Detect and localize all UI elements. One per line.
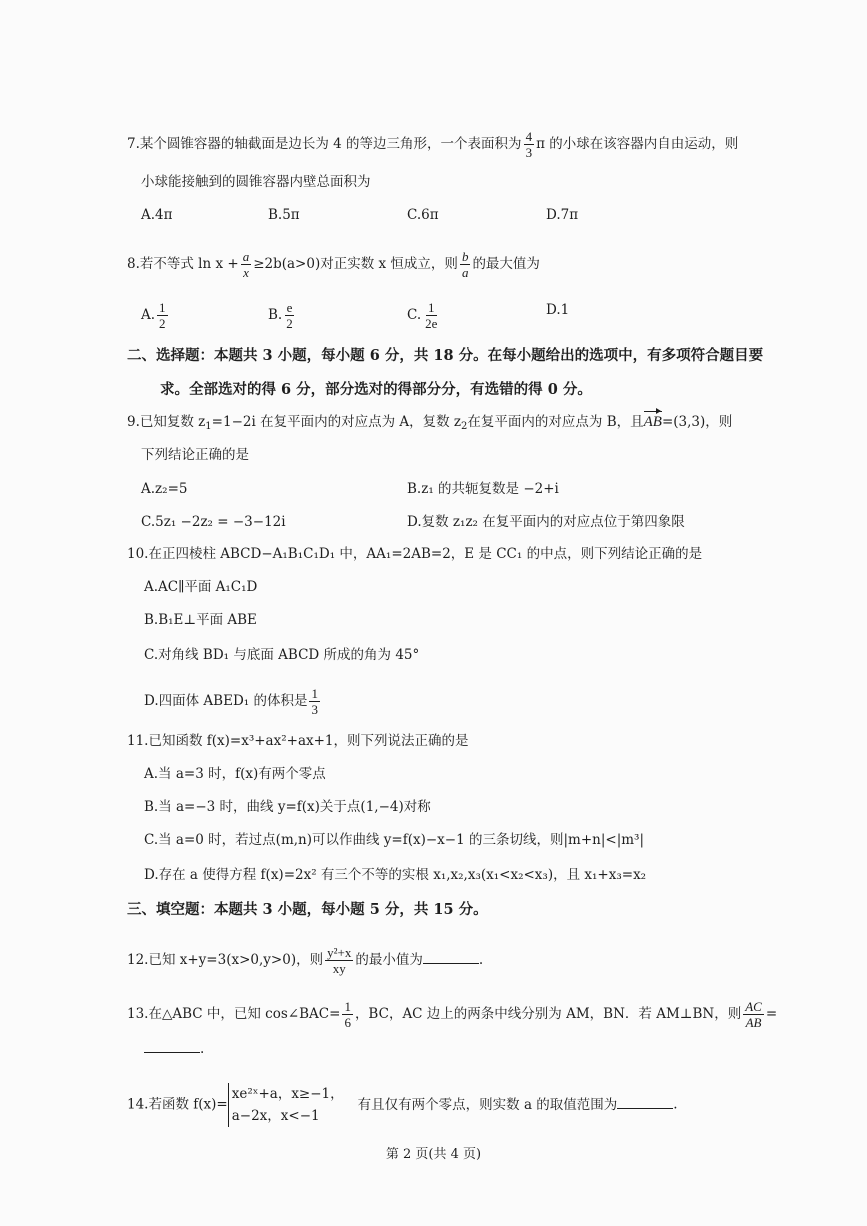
q12-answer-blank[interactable] bbox=[423, 963, 479, 964]
q8-option-d: D.1 bbox=[546, 302, 570, 318]
q10-option-d: D.四面体 ABED₁ 的体积是 $\frac{1}{3}$ bbox=[144, 686, 318, 717]
q8-option-c: C. $\frac{1}{2e}$ bbox=[407, 300, 438, 331]
q11-option-a: A.当 a=3 时，f(x)有两个零点 bbox=[144, 766, 326, 782]
q7-line2: 小球能接触到的圆锥容器内壁总面积为 bbox=[141, 174, 371, 190]
q14-line: 14.若函数 f(x)= xe²ˣ+a，x≥−1， a−2x，x<−1 有且仅有两个零点，则实数 a 的取值范围为 . bbox=[127, 1083, 678, 1127]
q9-option-b: B.z₁ 的共轭复数是 −2+i bbox=[407, 481, 559, 497]
piecewise-brace: xe²ˣ+a，x≥−1， a−2x，x<−1 bbox=[228, 1083, 344, 1127]
q7-option-d: D.7π bbox=[546, 207, 579, 223]
q8-line1: 8.若不等式 ln x + $\frac{a}{x}$ ≥2b(a>0)对正实数 x 恒成立，则 $\frac{b}{a}$ 的最大值为 bbox=[127, 249, 540, 280]
section2-heading-line2: 求。全部选对的得 6 分，部分选对的得部分分，有选错的得 0 分。 bbox=[160, 381, 592, 398]
q9-option-a: A.z₂=5 bbox=[141, 481, 188, 497]
q11-option-b: B.当 a=−3 时，曲线 y=f(x)关于点(1,−4)对称 bbox=[144, 799, 431, 815]
q7-text-a: 7.某个圆锥容器的轴截面是边长为 4 的等边三角形，一个表面积为 bbox=[127, 136, 522, 152]
q8-option-a: A. $\frac{1}{2}$ bbox=[141, 300, 166, 331]
q7-text-b: π 的小球在该容器内自由运动，则 bbox=[536, 136, 739, 152]
q10-option-a: A.AC∥平面 A₁C₁D bbox=[144, 579, 258, 595]
q11-option-d: D.存在 a 使得方程 f(x)=2x² 有三个不等的实根 x₁,x₂,x₃(x₁<x₂<x₃)，且 x₁+x₃=x₂ bbox=[144, 867, 647, 883]
page-footer: 第 2 页(共 4 页) bbox=[385, 1147, 482, 1162]
q7-option-a: A.4π bbox=[141, 207, 173, 223]
q10-option-c: C.对角线 BD₁ 与底面 ABCD 所成的角为 45° bbox=[144, 647, 420, 663]
q12-line: 12.已知 x+y=3(x>0,y>0)，则 $\frac{\text{y²+x}}{xy}$ 的最小值为 . bbox=[127, 945, 484, 976]
q7-option-c: C.6π bbox=[407, 207, 439, 223]
q13-line1: 13.在△ABC 中，已知 cos∠BAC= $\frac{1}{6}$ ，BC，AC 边上的两条中线分别为 AM，BN．若 AM⊥BN，则 $\frac{AC}{AB}$ = bbox=[127, 999, 778, 1030]
q10-option-b: B.B₁E⊥平面 ABE bbox=[144, 612, 257, 628]
q13-answer-blank[interactable] bbox=[144, 1052, 200, 1053]
q10-stem: 10.在正四棱柱 ABCD−A₁B₁C₁D₁ 中，AA₁=2AB=2，E 是 CC₁ 的中点，则下列结论正确的是 bbox=[127, 546, 703, 562]
section3-heading: 三、填空题：本题共 3 小题，每小题 5 分，共 15 分。 bbox=[127, 901, 488, 918]
vector-ab: AB bbox=[643, 414, 662, 430]
q9-option-c: C.5z₁ −2z₂ = −3−12i bbox=[141, 514, 286, 530]
q8-fraction-b-a: $\frac{b}{a}$ bbox=[461, 249, 469, 280]
q14-answer-blank[interactable] bbox=[617, 1108, 673, 1109]
q9-line2: 下列结论正确的是 bbox=[141, 447, 249, 463]
q9-line1: 9.已知复数 $z_1=1-2i$ 在复平面内的对应点为 A，复数 $z_2$在复平面内的对应点为 B，且AB=(3,3)，则 bbox=[127, 414, 733, 432]
q12-fraction: $\frac{\text{y²+x}}{xy}$ bbox=[327, 945, 352, 976]
q8-option-b: B. $\frac{e}{2}$ bbox=[268, 300, 293, 331]
q11-stem: 11.已知函数 f(x)=x³+ax²+ax+1，则下列说法正确的是 bbox=[127, 733, 469, 749]
q13-line2: . bbox=[144, 1040, 204, 1058]
q11-option-c: C.当 a=0 时，若过点(m,n)可以作曲线 y=f(x)−x−1 的三条切线，则|m+n|<|m³| bbox=[144, 832, 645, 848]
q8-fraction-a-x: $\frac{a}{x}$ bbox=[242, 249, 250, 280]
q7-line1 bbox=[127, 130, 738, 159]
q9-option-d: D.复数 z₁z₂ 在复平面内的对应点位于第四象限 bbox=[407, 514, 685, 530]
q7-fraction: $\frac{4}{3}$ bbox=[525, 129, 533, 160]
q7-option-b: B.5π bbox=[268, 207, 300, 223]
section2-heading-line1: 二、选择题：本题共 3 小题，每小题 6 分，共 18 分。在每小题给出的选项中，有多项符合题目要 bbox=[127, 347, 764, 364]
